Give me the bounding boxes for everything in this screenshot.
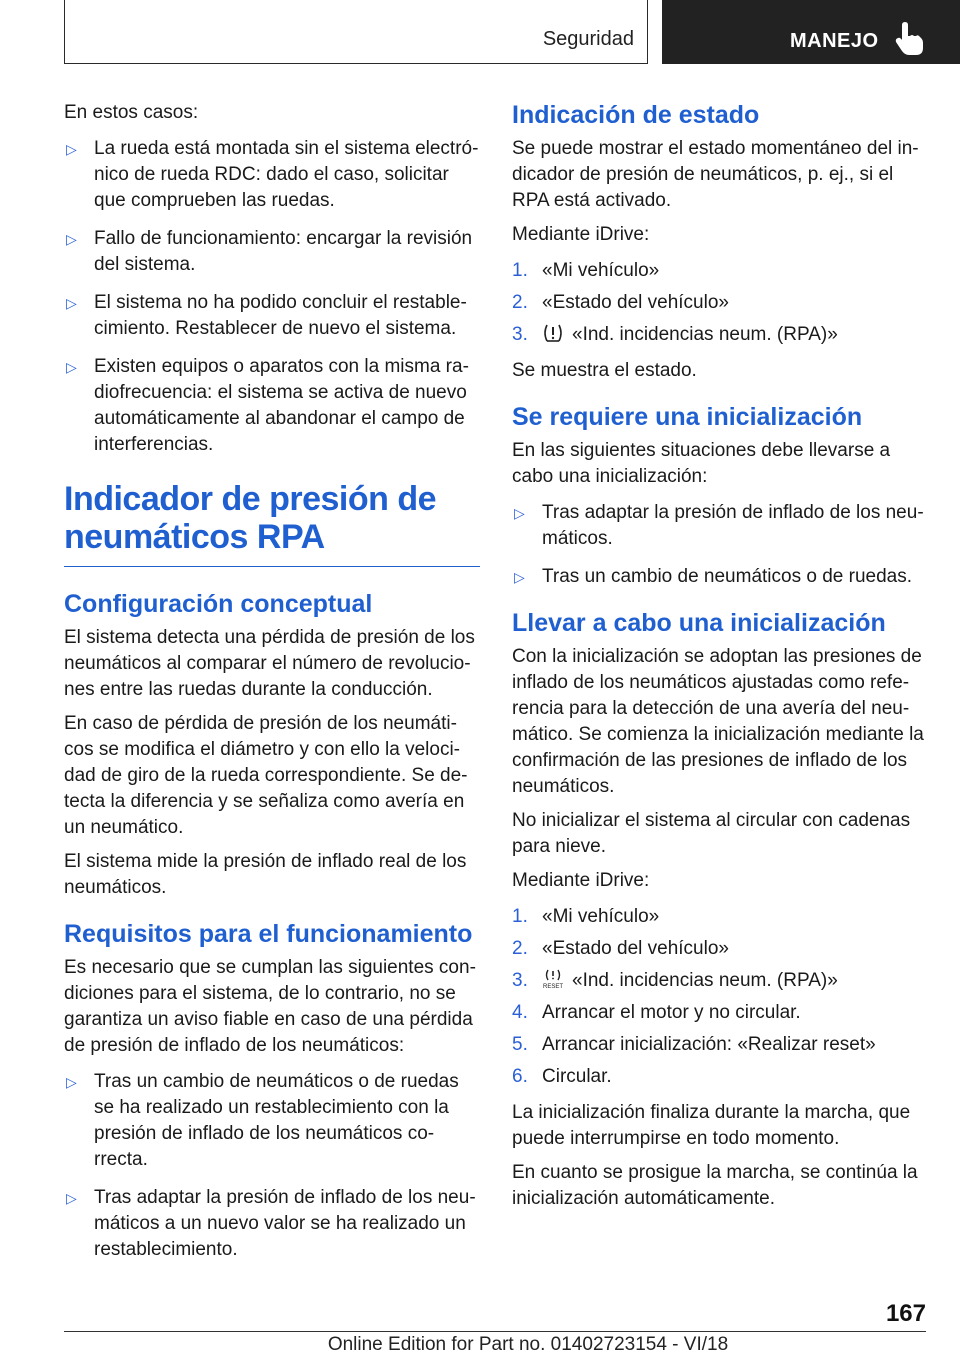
paragraph: Se muestra el estado.	[512, 360, 697, 381]
heading-requirements: Requisitos para el funcionamiento	[64, 920, 473, 948]
paragraph: La inicialización finaliza durante la marcha, que puede interrumpirse en todo momento.	[512, 1102, 911, 1149]
paragraph: En cuanto se prosigue la marcha, se continúa la inicialización automáticamente.	[512, 1162, 918, 1209]
hand-pointer-icon	[894, 22, 924, 56]
list-item: 1. «Mi vehículo»	[512, 260, 660, 281]
list-item: 3. RESET «Ind. incidencias neum. (RPA)»	[512, 970, 838, 991]
tire-reset-icon	[542, 969, 564, 989]
list-item: ▷ La rueda está montada sin el sistema electró-nico de rueda RDC: dado el caso, solicitar que comprueben las ruedas.	[66, 138, 479, 211]
init-cases-list	[512, 500, 924, 590]
triangle-bullet-icon: ▷	[66, 1190, 77, 1206]
triangle-bullet-icon: ▷	[66, 295, 77, 311]
paragraph: Es necesario que se cumplan las siguientes con-diciones para el sistema, de lo contrario, no se garantiza un aviso fiable en caso de una pérdida de presión de inflado de los neumáticos:	[64, 957, 476, 1056]
paragraph: En caso de pérdida de presión de los neumáti-cos se modifica el diámetro y con ello la veloci-dad de giro de la rueda correspondiente. Se de-tecta la diferencia y se señaliza como avería en un neumático.	[64, 713, 468, 838]
list-item: ▷ Fallo de funcionamiento: encargar la revisión del sistema.	[66, 228, 473, 275]
tire-warning-icon	[542, 323, 564, 343]
page-number: 167	[885, 1300, 926, 1327]
init-steps	[512, 904, 924, 1090]
list-item: 3. «Ind. incidencias neum. (RPA)»	[512, 324, 838, 345]
paragraph: El sistema mide la presión de inflado real de los neumáticos.	[64, 851, 467, 898]
right-column	[512, 100, 924, 1220]
list-item: ▷ Tras un cambio de neumáticos o de ruedas se ha realizado un restablecimiento con la presión de inflado de los neumáticos co-rrecta.	[66, 1071, 459, 1170]
paragraph: Se puede mostrar el estado momentáneo del in-dicador de presión de neumáticos, p. ej., si el RPA está activado.	[512, 138, 919, 211]
triangle-bullet-icon: ▷	[514, 569, 525, 585]
list-item: 6. Circular.	[512, 1066, 612, 1087]
heading-status: Indicación de estado	[512, 101, 760, 129]
svg-text:RESET: RESET	[542, 984, 564, 989]
triangle-bullet-icon: ▷	[66, 141, 77, 157]
paragraph: En las siguientes situaciones debe llevarse a cabo una inicialización:	[512, 440, 891, 487]
footer-edition: Online Edition for Part no. 01402723154 - VI/18	[327, 1334, 729, 1355]
left-column	[64, 100, 480, 1275]
intro-text: En estos casos:	[64, 102, 199, 123]
paragraph: Mediante iDrive:	[512, 870, 650, 891]
header-section-label: Seguridad	[542, 28, 634, 50]
list-item: 1. «Mi vehículo»	[512, 906, 660, 927]
status-steps	[512, 258, 924, 348]
triangle-bullet-icon: ▷	[514, 505, 525, 521]
header-chapter-label: MANEJO	[790, 30, 879, 52]
triangle-bullet-icon: ▷	[66, 1074, 77, 1090]
heading-init-required: Se requiere una inicialización	[512, 403, 863, 431]
heading-concept: Configuración conceptual	[64, 590, 373, 618]
list-item: ▷ Tras un cambio de neumáticos o de ruedas.	[512, 564, 924, 590]
paragraph: Mediante iDrive:	[512, 224, 650, 245]
heading-do-init: Llevar a cabo una inicialización	[512, 609, 886, 637]
list-item: 4. Arrancar el motor y no circular.	[512, 1002, 801, 1023]
requirements-list	[64, 1069, 480, 1263]
main-title: Indicador de presión de neumáticos RPA	[64, 480, 480, 567]
list-item: 5. Arrancar inicialización: «Realizar reset»	[512, 1034, 876, 1055]
footer-divider	[64, 1331, 926, 1332]
cases-list	[64, 136, 480, 458]
list-item: ▷ El sistema no ha podido concluir el restable-cimiento. Restablecer de nuevo el sistema.	[66, 292, 467, 339]
paragraph: No inicializar el sistema al circular con cadenas para nieve.	[512, 810, 911, 857]
list-item: ▷ Existen equipos o aparatos con la misma ra-diofrecuencia: el sistema se activa de nuevo automáticamente al abandonar el campo de interferencias.	[66, 356, 469, 455]
list-item: 2. «Estado del vehículo»	[512, 292, 729, 313]
list-item: 2. «Estado del vehículo»	[512, 938, 729, 959]
triangle-bullet-icon: ▷	[66, 231, 77, 247]
list-item: ▷ Tras adaptar la presión de inflado de los neu-máticos.	[514, 502, 924, 549]
triangle-bullet-icon: ▷	[66, 359, 77, 375]
list-item: ▷ Tras adaptar la presión de inflado de los neu-máticos a un nuevo valor se ha realizado un restablecimiento.	[66, 1187, 476, 1260]
paragraph: El sistema detecta una pérdida de presión de los neumáticos al comparar el número de revolucio-nes entre las ruedas durante la conducción.	[64, 627, 475, 700]
paragraph: Con la inicialización se adoptan las presiones de inflado de los neumáticos ajustadas como refe-rencia para la detección de una avería del neu-mático. Se comienza la inicialización mediante la confirmación de las presiones de inflado de los neumáticos.	[512, 646, 924, 797]
